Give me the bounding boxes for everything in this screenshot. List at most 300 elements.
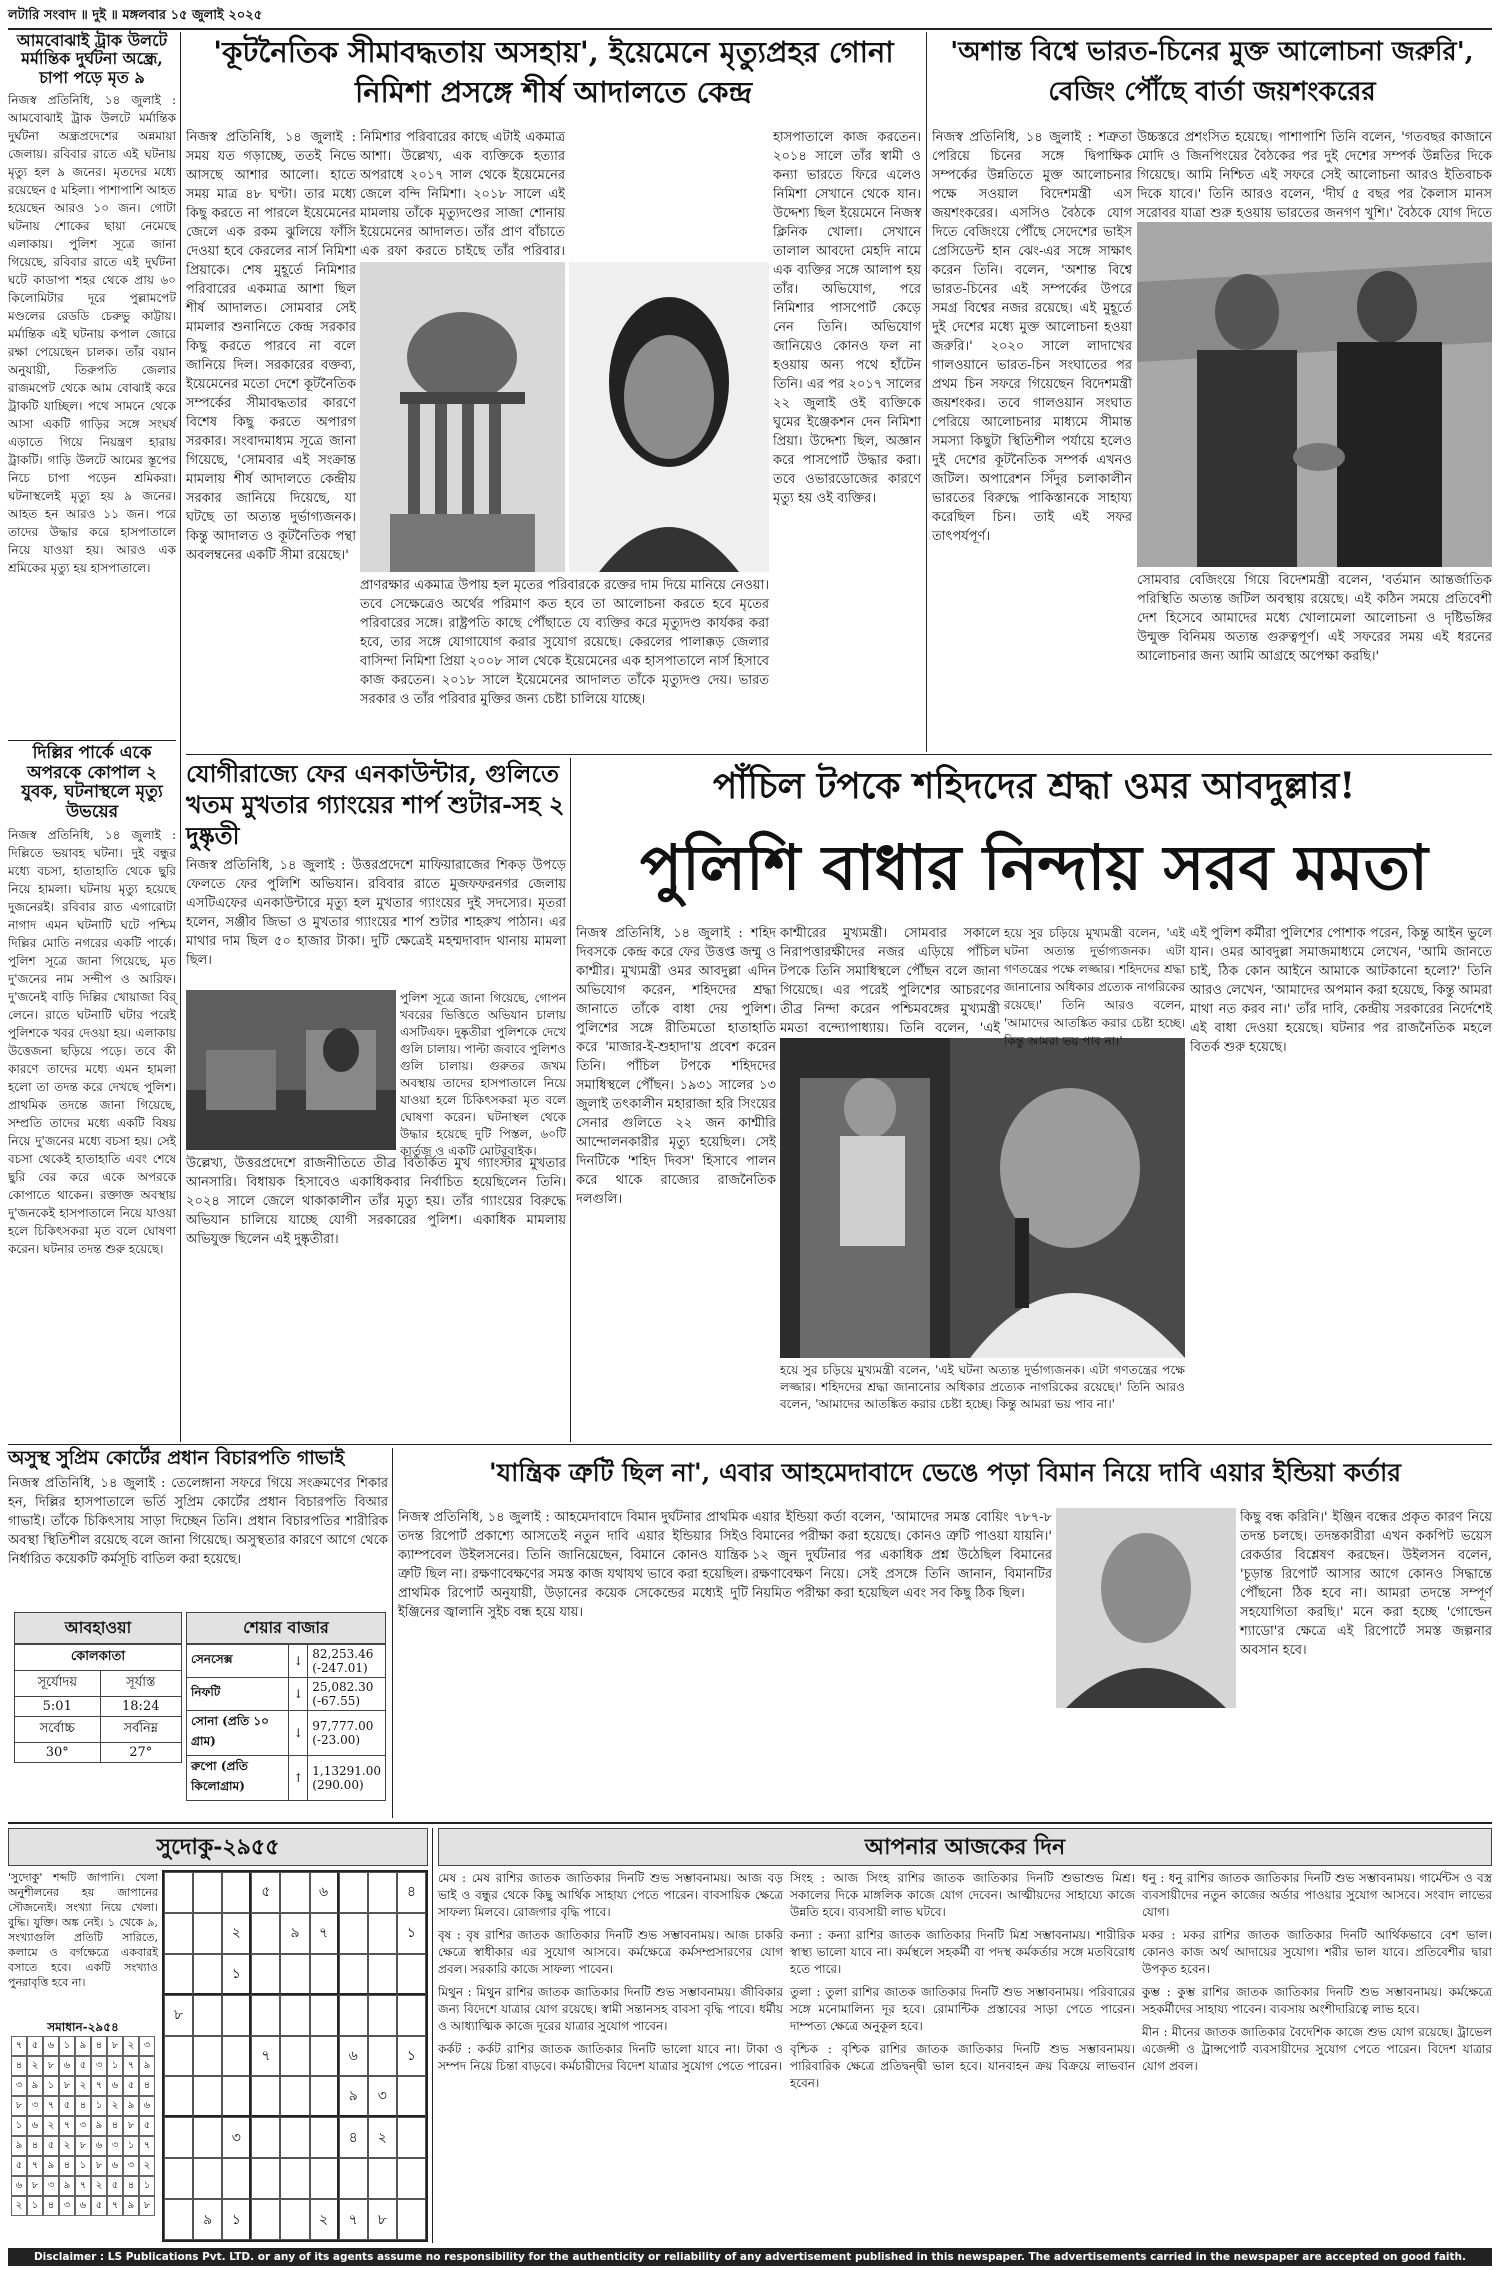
sudoku-solution-cell: ৪ bbox=[59, 2156, 75, 2176]
market-row bbox=[187, 1711, 386, 1756]
horoscope-sagittarius: ধনু : ধনু রাশির জাতক জাতিকার দিনটি শুভ সম্ভাবনাময়। গার্মেন্টস ও বস্ত্র ব্যবসায়ীদের নতুন কাজের অর্ডার পাওয়ার সুযোগ আসবে। সংবাদ লাভের যোগ। bbox=[1142, 1871, 1492, 1919]
omar-text-4: এই পুলিশ কর্মীরা পুলিশের পোশাক পরেন, কিন্তু আইন ভুলে যান। ওমর আবদুল্লা সমাজমাধ্যমে লেখেন, 'আমি জানতে চাই, ঠিক কোন আইনে আমাকে আটকানো হলো?' তিনি আরও লেখেন, 'আমাদের অপমান করা হয়েছে, কিন্তু আমরা মাথা নত করব না।' তাঁর দাবি, কেন্দ্রীয় সরকারের নির্দেশেই এই বাধা দেওয়া হয়েছে। ঘটনার পর রাজনৈতিক মহলে বিতর্ক শুরু হয়েছে। bbox=[1190, 926, 1492, 1055]
up-encounter-headline-box bbox=[186, 758, 566, 854]
sudoku-cell: ৩ bbox=[222, 2117, 251, 2158]
weather-title: আবহাওয়া bbox=[14, 1612, 182, 1644]
sudoku-cell bbox=[397, 2158, 426, 2199]
sudoku-cell bbox=[280, 2076, 309, 2117]
sudoku-cell bbox=[368, 2036, 397, 2077]
delhi-park-headline: দিল্লির পার্কে একে অপরকে কোপাল ২ যুবক, ঘটনাস্থলে মৃত্যু উভয়ের bbox=[21, 743, 163, 822]
market-name: রুপো (প্রতি কিলোগ্রাম) bbox=[187, 1756, 289, 1801]
sudoku-cell: ১ bbox=[397, 2036, 426, 2077]
sudoku-cell bbox=[164, 2036, 193, 2077]
bottom-section-rule bbox=[8, 1822, 1492, 1824]
sudoku-cell bbox=[251, 2199, 280, 2240]
shahrukh-pathan-photo bbox=[186, 990, 396, 1150]
omar-kicker-box bbox=[576, 758, 1492, 818]
sudoku-cell: ৬ bbox=[310, 1872, 339, 1913]
sudoku-cell bbox=[164, 2199, 193, 2240]
sudoku-solution-cell: ৪ bbox=[75, 2096, 91, 2116]
mango-truck-headline: আমবোঝাই ট্রাক উলটে মর্মান্তিক দুর্ঘটনা অন্ধ্রে, চাপা পড়ে মৃত ৯ bbox=[16, 31, 168, 87]
min-temp-label: সর্বনিম্ন bbox=[100, 1717, 182, 1743]
mid-horizontal-rule bbox=[186, 754, 1492, 755]
sudoku-cell bbox=[280, 2117, 309, 2158]
market-value-cell bbox=[308, 1711, 386, 1756]
mango-truck-story bbox=[8, 32, 176, 737]
sudoku-cell: ৮ bbox=[164, 1995, 193, 2036]
jaishankar-handshake-photo bbox=[1137, 222, 1492, 567]
sudoku-solution-cell: ৯ bbox=[139, 2056, 155, 2076]
horoscope-aquarius: কুম্ভ : কুম্ভ রাশির জাতক জাতিকার দিনটি শুভ সম্ভাবনাময়। কর্মক্ষেত্রে সহকর্মীদের সাহায্য পাবেন। ব্যবসায় অংশীদারিত্বে লাভ হবে। bbox=[1142, 1985, 1492, 2016]
nimisha-text-2: নিমিশার পরিবারের কাছে এটাই একমাত্র আশা। উল্লেখ্য, এক ব্যক্তিকে হত্যার অপরাধে ২০১৭ সাল থেকে ইয়েমেনের জেলে বন্দি নিমিশা। ২০১৮ সালে এই মামলায় তাঁকে মৃত্যুদণ্ডের সাজা শোনায় ইয়েমেনের আদালত। তাঁর প্রাণ বাঁচাতে এক রফা করতে চাইছে তাঁর পরিবার। bbox=[360, 130, 565, 259]
weather-city: কোলকাতা bbox=[15, 1645, 182, 1671]
sudoku-solution-cell: ৬ bbox=[107, 2076, 123, 2096]
sudoku-solution-cell: ৯ bbox=[43, 2156, 59, 2176]
sudoku-title: সুদোকু-২৯৫৫ bbox=[8, 1828, 428, 1866]
jaishankar-body-col1 bbox=[932, 128, 1132, 748]
sudoku-solution-cell: ২ bbox=[11, 2196, 27, 2216]
up-encounter-text-1: নিজস্ব প্রতিনিধি, ১৪ জুলাই : উত্তরপ্রদেশে মাফিয়ারাজের শিকড় উপড়ে ফেলতে ফের পুলিশি অভিযান। রবিবার রাতে মুজফফরনগর জেলায় এসটিএফের এনকাউন্টারে মৃত্যু হল মুখতার গ্যাংয়ের দুই সদস্যের। মৃতরা হলেন, সঞ্জীব জিভা ও মুখতার গ্যাংয়ের শার্প শুটার শাহরুখ পাঠান। এর মাথার দাম ছিল ৫০ হাজার টাকা। দুটি ক্ষেত্রেই মহম্মদাবাদ থানায় মামলা ছিল। bbox=[186, 858, 566, 968]
sudoku-cell bbox=[251, 2117, 280, 2158]
sudoku-cell bbox=[193, 2036, 222, 2077]
sudoku-cell bbox=[339, 1913, 368, 1954]
delhi-park-body: নিজস্ব প্রতিনিধি, ১৪ জুলাই : দিল্লিতে ভয়াবহ ঘটনা। দুই বন্ধুর মধ্যে বচসা, হাতাহাতি থেকে ছুরি নিয়ে হামলা। ঘটনায় মৃত্যু হয়েছে দুজনেরই। রবিবার রাত এগারোটা নাগাদ এমন ঘটনাটি ঘটে পশ্চিম দিল্লির মোতি নগরের একটি পার্কে। পুলিশ সূত্রে জানা গিয়েছে, মৃত দু'জনের নাম সন্দীপ ও আরিফ। দু'জনেই বাড়ি দিল্লির খোয়াজা বির্‌ লেনে। রাতে ঘটনাটি ঘটার পরেই পুলিশকে খবর দেওয়া হয়। এলাকায় উত্তেজনা ছড়িয়ে পড়ে। তবে কী কারণে তাদের মধ্যে এমন হামলা হলো তা তদন্ত করে দেখছে পুলিশ। প্রাথমিক তদন্তে জানা গিয়েছে, সম্প্রতি তাদের মধ্যে একটি বিষয় নিয়ে দু'জনের মধ্যে বচসা হয়। সেই বচসা থেকেই হাতাহাতি এবং শেষে ছুরি বের করে একে অপরকে কোপাতে থাকেন। রক্তাক্ত অবস্থায় দু'জনকেই হাসপাতালে নিয়ে যাওয়া হলে চিকিৎসকরা মৃত বলে ঘোষণা করেন। ঘটনার তদন্ত শুরু হয়েছে। bbox=[8, 828, 176, 1257]
sudoku-board bbox=[162, 1870, 428, 2242]
sudoku-solution-cell: ৬ bbox=[107, 2156, 123, 2176]
market-change: (-67.55) bbox=[312, 1694, 361, 1708]
sudoku-cell: ৯ bbox=[280, 1913, 309, 1954]
sudoku-cell bbox=[251, 1995, 280, 2036]
sudoku-solution-cell: ৭ bbox=[75, 2176, 91, 2196]
sudoku-solution-cell: ৪ bbox=[91, 2036, 107, 2056]
sudoku-cell bbox=[368, 1913, 397, 1954]
sudoku-solution-cell: ৭ bbox=[139, 2136, 155, 2156]
sudoku-solution-box bbox=[8, 2018, 158, 2243]
sudoku-cell bbox=[280, 1995, 309, 2036]
omar-body-col2 bbox=[780, 924, 1000, 1034]
sudoku-solution-cell: ৬ bbox=[11, 2176, 27, 2196]
sudoku-instructions-text: 'সুদোকু' শব্দটি জাপানি। খেলা অনুশীলনের হয় জাপানের সৌজন্যেই। সংখ্যা নিয়ে খেলা। বুদ্ধি। যুক্তি। অঙ্ক নেই। ১ থেকে ৯, সংখ্যাগুলি প্রতিটি সারিতে, কলামে ও বর্গক্ষেত্রে একবারই বসাতে হবে। একটি সংখ্যাও পুনরাবৃত্তি হবে না। bbox=[8, 1871, 158, 1989]
sudoku-cell bbox=[397, 1995, 426, 2036]
omar-text-3: হয়ে সুর চড়িয়ে মুখ্যমন্ত্রী বলেন, 'এই ঘটনা অত্যন্ত দুর্ভাগ্যজনক। এটা গণতন্ত্রের পক্ষে লজ্জার। শহিদদের শ্রদ্ধা জানানোর অধিকার প্রত্যেক নাগরিকের রয়েছে।' তিনি আরও বলেন, 'আমাদের আতঙ্কিত করার চেষ্টা হচ্ছে। কিন্তু আমরা ভয় পাব না।' bbox=[780, 1363, 1185, 1411]
max-temp-label: সর্বোচ্চ bbox=[15, 1717, 101, 1743]
cji-story bbox=[8, 1448, 388, 1608]
sudoku-solution-cell: ৫ bbox=[59, 2096, 75, 2116]
sudoku-solution-cell: ৫ bbox=[123, 2076, 139, 2096]
omar-body-col3 bbox=[1004, 924, 1185, 1048]
jaishankar-headline: 'অশান্ত বিশ্বে ভারত-চিনের মুক্ত আলোচনা জরুরি', বেজিং পৌঁছে বার্তা জয়শংকরের bbox=[950, 37, 1474, 107]
sudoku-cell bbox=[339, 1872, 368, 1913]
sudoku-solution-cell: ২ bbox=[107, 2096, 123, 2116]
sudoku-cell: ৪ bbox=[339, 2117, 368, 2158]
sudoku-solution-cell: ৩ bbox=[139, 2036, 155, 2056]
sudoku-solution-cell: ৩ bbox=[91, 2056, 107, 2076]
sudoku-cell: ৪ bbox=[397, 1872, 426, 1913]
sudoku-cell bbox=[193, 2158, 222, 2199]
sudoku-solution-cell: ৩ bbox=[75, 2116, 91, 2136]
sudoku-cell bbox=[222, 2158, 251, 2199]
sudoku-cell bbox=[193, 2117, 222, 2158]
sudoku-solution-cell: ৯ bbox=[75, 2036, 91, 2056]
air-india-text-2: এয়ার ইন্ডিয়া কর্তা বলেন, 'আমাদের সমস্ত বোয়িং ৭৮৭-৮ বিমানের পরীক্ষা করা হয়েছে। কোনও ত্রুটি পাওয়া যায়নি।' ১২ জুন দুর্ঘটনার পর একাধিক প্রশ্ন উঠেছিল বিমানের রক্ষণাবেক্ষণ নিয়ে। সেই প্রসঙ্গে তিনি জানান, বিমানটির নিয়মিত পরীক্ষা করা হয়েছিল এবং সব কিছু ঠিক ছিল। bbox=[752, 1510, 1052, 1601]
air-india-body-col3 bbox=[1240, 1508, 1492, 1814]
sudoku-cell bbox=[397, 2076, 426, 2117]
omar-text-1: নিজস্ব প্রতিনিধি, ১৪ জুলাই : শহিদ দিবসকে কেন্দ্র করে ফের উত্তপ্ত জম্মু ও কাশ্মীর। মুখ্যমন্ত্রী ওমর আবদুল্লা এদিন অভিযোগ করেন, শহিদদের শ্রদ্ধা জানাতে তাঁকে বাধা দেয় পুলিশ। পুলিশের সঙ্গে রীতিমতো হাতাহাতি করে 'মাজার-ই-শুহাদা'য় প্রবেশ করেন তিনি। পাঁচিল টপকে শহিদদের সমাধিস্থলে পৌঁছন। ১৯৩১ সালের ১৩ জুলাই তৎকালীন মহারাজা হরি সিংয়ের সেনার গুলিতে ২২ জন কাশ্মীরি আন্দোলনকারীর মৃত্যু হয়েছিল। সেই দিনটিকে 'শহিদ দিবস' হিসাবে পালন করে থাকে রাজ্যের রাজনৈতিক দলগুলি। bbox=[576, 926, 776, 1207]
sudoku-cell bbox=[193, 1913, 222, 1954]
horoscope-capricorn: মকর : মকর রাশির জাতক জাতিকার দিনটি আর্থিকভাবে বেশ ভাল। কোনও কাজ অর্থ আদায়ের সুযোগ। শরীর ভাল যাবে। প্রতিবেশীর দ্বারা উপকৃত হবেন। bbox=[1142, 1928, 1492, 1976]
market-change: (-23.00) bbox=[312, 1733, 361, 1747]
sudoku-horoscope-rule bbox=[432, 1828, 433, 2243]
horoscope-leo: সিংহ : আজ সিংহ রাশির জাতক জাতিকার দিনটি শুভাশুভ মিশ্র। সকালের দিকে মাঙ্গলিক কাজে যোগ দেবেন। আত্মীয়দের সাহায্যে কাজে উন্নতি হবে। ব্যবসায়ী লাভ ঘটবে। bbox=[790, 1871, 1135, 1919]
market-value: 1,13291.00 bbox=[312, 1764, 381, 1778]
sudoku-cell bbox=[193, 1995, 222, 2036]
sudoku-solution-cell: ৬ bbox=[59, 2056, 75, 2076]
nimisha-body-bottom bbox=[360, 576, 769, 748]
down-arrow-icon: ↓ bbox=[289, 1711, 308, 1756]
sudoku-solution-cell: ১ bbox=[43, 2076, 59, 2096]
sudoku-cell bbox=[222, 1995, 251, 2036]
sudoku-solution-cell: ৪ bbox=[43, 2196, 59, 2216]
sudoku-solution-cell: ২ bbox=[91, 2176, 107, 2196]
page-header bbox=[8, 4, 1492, 28]
sudoku-cell bbox=[222, 2076, 251, 2117]
air-india-body-col2 bbox=[752, 1508, 1052, 1814]
sudoku-solution-cell: ৪ bbox=[11, 2056, 27, 2076]
horoscope-section bbox=[438, 1828, 1492, 1866]
sudoku-cell: ৯ bbox=[193, 2199, 222, 2240]
sudoku-cell: ২ bbox=[222, 1913, 251, 1954]
nimisha-body-col3 bbox=[773, 128, 921, 748]
nimisha-headline: 'কূটনৈতিক সীমাবদ্ধতায় অসহায়', ইয়েমেনে মৃত্যুপ্রহর গোনা নিমিশা প্রসঙ্গে শীর্ষ আদালতে কেন্দ্র bbox=[213, 35, 894, 109]
sudoku-solution-cell: ৭ bbox=[27, 2156, 43, 2176]
sudoku-cell bbox=[222, 1872, 251, 1913]
sudoku-solution-cell: ১ bbox=[59, 2036, 75, 2056]
sudoku-cell bbox=[310, 2036, 339, 2077]
omar-text-3b: হয়ে সুর চড়িয়ে মুখ্যমন্ত্রী বলেন, 'এই ঘটনা অত্যন্ত দুর্ভাগ্যজনক। এটা গণতন্ত্রের পক্ষে লজ্জার। শহিদদের শ্রদ্ধা জানানোর অধিকার প্রত্যেক নাগরিকের রয়েছে।' তিনি আরও বলেন, 'আমাদের আতঙ্কিত করার চেষ্টা হচ্ছে। কিন্তু আমরা ভয় পাব না।' bbox=[1004, 926, 1185, 1048]
sudoku-cell bbox=[397, 2117, 426, 2158]
top-center-right-rule bbox=[926, 32, 927, 752]
sudoku-cell: ৮ bbox=[368, 2199, 397, 2240]
sudoku-solution-cell: ৮ bbox=[107, 2036, 123, 2056]
sudoku-solution-cell: ৮ bbox=[75, 2136, 91, 2156]
weather-table bbox=[14, 1644, 182, 1763]
sudoku-solution-cell: ৭ bbox=[59, 2116, 75, 2136]
header-dateline: লটারি সংবাদ ॥ দুই ॥ মঙ্গলবার ১৫ জুলাই ২০২৫ bbox=[8, 8, 263, 23]
market-value: 97,777.00 bbox=[312, 1719, 374, 1733]
up-encounter-body-right bbox=[400, 990, 566, 1158]
sudoku-solution-cell: ৬ bbox=[139, 2096, 155, 2116]
sudoku-solution-cell: ২ bbox=[123, 2036, 139, 2056]
market-name: সেনসেক্স bbox=[187, 1645, 289, 1678]
sudoku-solution-cell: ২ bbox=[43, 2116, 59, 2136]
down-arrow-icon: ↓ bbox=[289, 1678, 308, 1711]
market-table bbox=[186, 1644, 386, 1801]
sudoku-solution-cell: ৬ bbox=[91, 2136, 107, 2156]
sudoku-solution-cell: ৭ bbox=[123, 2056, 139, 2076]
sudoku-solution-cell: ৫ bbox=[139, 2116, 155, 2136]
sudoku-cell bbox=[368, 2158, 397, 2199]
sudoku-solution-cell: ৮ bbox=[27, 2176, 43, 2196]
sudoku-solution-cell: ৮ bbox=[91, 2156, 107, 2176]
sudoku-solution-cell: ২ bbox=[59, 2136, 75, 2156]
sudoku-solution-cell: ৯ bbox=[11, 2136, 27, 2156]
market-title: শেয়ার বাজার bbox=[186, 1612, 386, 1644]
sudoku-cell bbox=[310, 2076, 339, 2117]
sudoku-solution-cell: ৯ bbox=[27, 2076, 43, 2096]
sudoku-cell: ১ bbox=[222, 1954, 251, 1995]
market-change: (-247.01) bbox=[312, 1661, 368, 1675]
sudoku-solution-cell: ৫ bbox=[43, 2136, 59, 2156]
up-encounter-text-3: উল্লেখ্য, উত্তরপ্রদেশে রাজনীতিতে তীব্র বিতর্কিত মুখ গ্যাংস্টার মুখতার আনসারি। বিধায়ক হিসাবেও একাধিকবার নির্বাচিত হয়েছিলেন তিনি। ২০২৪ সালে জেলে থাকাকালীন তাঁর মৃত্যু হয়। তাঁর গ্যাংয়ের বিরুদ্ধে অভিযান চালিয়ে যাচ্ছে যোগী সরকারের পুলিশ। একাধিক মামলায় অভিযুক্ত ছিলেন এই দুষ্কৃতীরা। bbox=[186, 1156, 566, 1247]
market-value-cell bbox=[308, 1756, 386, 1801]
sudoku-cell bbox=[310, 2158, 339, 2199]
down-arrow-icon: ↓ bbox=[289, 1645, 308, 1678]
sudoku-cell bbox=[164, 1954, 193, 1995]
sudoku-solution-cell: ৯ bbox=[91, 2116, 107, 2136]
omar-kicker: পাঁচিল টপকে শহিদদের শ্রদ্ধা ওমর আবদুল্লার! bbox=[712, 765, 1356, 807]
jaishankar-headline-box bbox=[932, 32, 1492, 124]
omar-text-2: কাশ্মীরের মুখ্যমন্ত্রী। সোমবার সকালে নিরাপত্তারক্ষীদের নজর এড়িয়ে পাঁচিল টপকে তিনি সমাধিস্থলে পৌঁছন বলে জানা গিয়েছে। এর পরেই পুলিশের আচরণের তীব্র নিন্দা করেন পশ্চিমবঙ্গের মুখ্যমন্ত্রী মমতা বন্দ্যোপাধ্যায়। তিনি বলেন, 'এই bbox=[780, 926, 1000, 1036]
sudoku-cell: ১ bbox=[222, 2199, 251, 2240]
sudoku-cell bbox=[193, 1872, 222, 1913]
sudoku-solution-cell: ৮ bbox=[123, 2116, 139, 2136]
sudoku-cell bbox=[164, 2158, 193, 2199]
sudoku-cell bbox=[164, 1913, 193, 1954]
omar-body-col4 bbox=[1190, 924, 1492, 1438]
delhi-park-story bbox=[8, 744, 176, 1444]
min-temp-value: 27° bbox=[100, 1743, 182, 1763]
lower-left-rule bbox=[392, 1448, 393, 1818]
market-change: (290.00) bbox=[312, 1778, 364, 1792]
sudoku-cell bbox=[280, 2199, 309, 2240]
sudoku-solution-cell: ১ bbox=[107, 2056, 123, 2076]
horoscope-libra: তুলা : তুলা রাশির জাতক জাতিকার দিনটি শুভ সম্ভাবনাময়। পরিবারের সঙ্গে মনোমালিন্য দূর হবে। রোমান্টিক প্রস্তাবের সাড়া পেতে পারেন। দাম্পত্য ক্ষেত্রে অনুকূল হবে। bbox=[790, 1985, 1135, 2033]
air-india-text-1: নিজস্ব প্রতিনিধি, ১৪ জুলাই : আহমেদাবাদে বিমান দুর্ঘটনার প্রাথমিক তদন্ত রিপোর্ট প্রকাশ্যে আসতেই নতুন দাবি এয়ার ইন্ডিয়ার সিইও ক্যাম্পবেল উইলসনের। তিনি জানিয়েছেন, বিমানে কোনও যান্ত্রিক ত্রুটি ছিল না। রক্ষণাবেক্ষণের সমস্ত কাজ যথাযথ ভাবে করা হয়েছিল। প্রাথমিক রিপোর্ট অনুযায়ী, উড়ানের কয়েক সেকেন্ডের মধ্যেই দুটি ইঞ্জিনের জ্বালানি সুইচ বন্ধ হয়ে যায়। bbox=[398, 1510, 748, 1620]
market-row bbox=[187, 1756, 386, 1801]
sudoku-cell bbox=[280, 2158, 309, 2199]
sudoku-solution-cell: ৮ bbox=[139, 2196, 155, 2216]
sudoku-cell bbox=[251, 1913, 280, 1954]
sudoku-solution-cell: ৫ bbox=[11, 2156, 27, 2176]
jaishankar-body-col2 bbox=[1137, 128, 1492, 221]
market-value: 25,082.30 bbox=[312, 1680, 374, 1694]
sudoku-solution-cell: ১ bbox=[75, 2156, 91, 2176]
sudoku-solution-cell: ৬ bbox=[75, 2196, 91, 2216]
sudoku-cell: ২ bbox=[310, 2199, 339, 2240]
sudoku-solution-title: সমাধান-২৯৫৪ bbox=[47, 2020, 119, 2034]
air-india-headline-box bbox=[398, 1448, 1492, 1504]
sudoku-solution-cell: ১ bbox=[11, 2116, 27, 2136]
sudoku-cell bbox=[251, 2158, 280, 2199]
horoscope-taurus: বৃষ : বৃষ রাশির জাতক জাতিকার দিনটি শুভ সম্ভাবনাময়। আজ চাকরি ক্ষেত্রে স্বাধীকার এর সুযোগ আসবে। কর্মক্ষেত্রে কর্মসম্প্রসারণের যোগ প্রবল। সরকারি কাজে সাফল্য পাবেন। bbox=[438, 1928, 783, 1976]
sudoku-solution-cell: ২ bbox=[139, 2156, 155, 2176]
sudoku-cell: ৫ bbox=[251, 1872, 280, 1913]
sudoku-solution-grid bbox=[11, 2036, 158, 2216]
footer-disclaimer-bar bbox=[8, 2248, 1492, 2266]
mamata-headline-box bbox=[576, 820, 1492, 920]
horoscope-title: আপনার আজকের দিন bbox=[438, 1828, 1492, 1866]
lower-horizontal-rule bbox=[8, 1444, 1492, 1445]
sudoku-cell bbox=[397, 1954, 426, 1995]
market-name: সোনা (প্রতি ১০ গ্রাম) bbox=[187, 1711, 289, 1756]
sudoku-cell bbox=[251, 1954, 280, 1995]
max-temp-value: 30° bbox=[15, 1743, 101, 1763]
sudoku-cell: ৩ bbox=[368, 2076, 397, 2117]
jaishankar-text-1: নিজস্ব প্রতিনিধি, ১৪ জুলাই : শত্রুতা পেরিয়ে চিনের সঙ্গে দ্বিপাক্ষিক সম্পর্কের উন্নতিতে মুক্ত আলোচনার পক্ষে সওয়াল বিদেশমন্ত্রী এস জয়শংকরের। এসসিও বৈঠকে যোগ দিতে বেজিংয়ে পৌঁছে সেদেশের ভাইস প্রেসিডেন্ট হান ঝেং-এর সঙ্গে সাক্ষাৎ করেন তিনি। বলেন, 'অশান্ত বিশ্বে ভারত-চিনের এই সম্পর্কের উপরে সমগ্র বিশ্বের নজর রয়েছে। এই মুহূর্তে দুই দেশের মধ্যে মুক্ত আলোচনা হওয়া জরুরি।' ২০২০ সালে লাদাখের গালওয়ানে ভারত-চিন সংঘাতের পর প্রথম চিন সফরে গিয়েছেন বিদেশমন্ত্রী জয়শংকর। তবে গালওয়ান সংঘাত পেরিয়ে আলোচনার মাধ্যমে সীমান্ত সমস্যা কিছুটা স্থিতিশীল পর্যায়ে হলেও দুই দেশের কূটনৈতিক সম্পর্ক এখনও জটিল। অপারেশন সিঁদুর চলাকালীন ভারতের বিরুদ্ধে পাকিস্তানকে সাহায্য করেছিল চিন। তাই এই সফর তাৎপর্যপূর্ণ। bbox=[932, 130, 1132, 544]
sudoku-solution-cell: ২ bbox=[27, 2056, 43, 2076]
sudoku-cell bbox=[251, 2076, 280, 2117]
nimisha-headline-box bbox=[186, 32, 921, 124]
mid-left-rule bbox=[570, 758, 571, 1442]
sudoku-cell bbox=[339, 1954, 368, 1995]
up-encounter-body-bottom bbox=[186, 1154, 566, 1438]
sunrise-value: 5:01 bbox=[15, 1697, 101, 1717]
sudoku-solution-cell: ৩ bbox=[59, 2196, 75, 2216]
sudoku-solution-cell: ৩ bbox=[123, 2156, 139, 2176]
nimisha-portrait bbox=[569, 262, 769, 572]
sudoku-solution-cell: ৯ bbox=[59, 2176, 75, 2196]
sudoku-solution-cell: ৫ bbox=[75, 2056, 91, 2076]
market-value-cell bbox=[308, 1645, 386, 1678]
air-india-text-3: কিছু বন্ধ করিনি।' ইঞ্জিন বন্ধের প্রকৃত কারণ নিয়ে তদন্ত চলছে। তদন্তকারীরা এখন ককপিট ভয়েস রেকর্ডার বিশ্লেষণ করছেন। উইলসন বলেন, 'চূড়ান্ত রিপোর্ট আসার আগে কোনও সিদ্ধান্তে পৌঁছনো ঠিক হবে না। আমরা তদন্তে সম্পূর্ণ সহযোগিতা করছি।' মনে করা হচ্ছে 'গোল্ডেন শ্যাডো'র ক্ষেত্রে এই রিপোর্টে সমস্ত জল্পনার অবসান হবে। bbox=[1240, 1510, 1492, 1658]
sudoku-cell: ১ bbox=[397, 1913, 426, 1954]
sudoku-solution-cell: ৪ bbox=[139, 2076, 155, 2096]
sudoku-solution-cell: ৭ bbox=[43, 2096, 59, 2116]
sudoku-solution-cell: ৪ bbox=[27, 2136, 43, 2156]
sudoku-solution-cell: ৮ bbox=[11, 2096, 27, 2116]
sudoku-solution-cell: ৩ bbox=[27, 2096, 43, 2116]
sudoku-grid bbox=[164, 1872, 426, 2240]
sudoku-solution-cell: ৩ bbox=[43, 2176, 59, 2196]
jaishankar-text-2: উচ্চস্তরে প্রশংসিত হয়েছে। পাশাপাশি তিনি বলেন, 'গতবছর কাজানে মোদি ও জিনপিংয়ের বৈঠকের পর দুই দেশের সম্পর্ক উন্নতির দিকে গিয়েছে। আমি নিশ্চিত এই সফরে সেই আলোচনা আরও ইতিবাচক দিকে যাবে।' তিনি আরও বলেন, 'দীর্ঘ ৫ বছর পর কৈলাস মানস সরোবর যাত্রা শুরু হওয়ায় ভারতের জনগণ খুশি।' বৈঠকে যোগ দিতে bbox=[1137, 130, 1492, 221]
sunrise-label: সূর্যোদয় bbox=[15, 1671, 101, 1697]
sudoku-cell bbox=[310, 1995, 339, 2036]
air-india-headline: 'যান্ত্রিক ত্রুটি ছিল না', এবার আহমেদাবাদে ভেঙে পড়া বিমান নিয়ে দাবি এয়ার ইন্ডিয়া কর্তার bbox=[489, 1458, 1401, 1487]
col-a-divider-1 bbox=[8, 740, 176, 741]
up-encounter-headline: যোগীরাজ্যে ফের এনকাউন্টার, গুলিতে খতম মুখতার গ্যাংয়ের শার্প শুটার-সহ ২ দুষ্কৃতী bbox=[186, 759, 565, 850]
sudoku-cell bbox=[164, 1872, 193, 1913]
up-encounter-text-2: পুলিশ সূত্রে জানা গিয়েছে, গোপন খবরের ভিত্তিতে অভিযান চালায় এসটিএফ। দুষ্কৃতীরা পুলিশকে দেখে গুলি চালায়। পাল্টা জবাবে পুলিশও গুলি চালায়। গুরুতর জখম অবস্থায় তাদের হাসপাতালে নিয়ে যাওয়া হলে চিকিৎসকরা মৃত বলে ঘোষণা করেন। ঘটনাস্থল থেকে উদ্ধার হয়েছে দুটি পিস্তল, ৬০টি কার্তুজ ও একটি মোটরবাইক। bbox=[400, 991, 566, 1158]
campbell-wilson-photo bbox=[1056, 1508, 1236, 1708]
weather-box bbox=[14, 1612, 182, 1812]
sudoku-cell bbox=[310, 1954, 339, 1995]
sunset-value: 18:24 bbox=[100, 1697, 182, 1717]
nimisha-body-col2 bbox=[360, 128, 565, 258]
sudoku-solution-cell: ৮ bbox=[43, 2056, 59, 2076]
nimisha-text-1: নিজস্ব প্রতিনিধি, ১৪ জুলাই : সময় যত গড়াচ্ছে, ততই নিভে আসছে আশার আলো। হাতে সময় মাত্র ৪৮ ঘণ্টা। তার মধ্যে কিছু করতে না পারলে ইয়েমেনের জেলে এক রকম ঝুলিয়ে ফাঁসি দেওয়া হবে কেরলের নার্স নিমিশা প্রিয়াকে। শেষ মুহূর্তে নিমিশার পরিবারের একমাত্র আশা ছিল শীর্ষ আদালত। সোমবার সেই মামলার শুনানিতে কেন্দ্র সরকার কিছু করতে পারবে না বলে জানিয়ে দিল। সরকারের বক্তব্য, ইয়েমেনের মতো দেশে কূটনৈতিক সম্পর্কের সীমাবদ্ধতার কারণে বিশেষ কিছু করতে অপারগ সরকার। সংবাদমাধ্যম সূত্রে জানা গিয়েছে, 'সোমবার এই সংক্রান্ত মামলায় শীর্ষ আদালতে কেন্দ্রীয় সরকার জানিয়ে দিয়েছে, যা ঘটছে তা অত্যন্ত দুর্ভাগ্যজনক। কিন্তু আদালত ও কূটনৈতিক পন্থা অবলম্বনের একটি সীমা রয়েছে।' bbox=[186, 130, 356, 563]
sudoku-cell: ৭ bbox=[339, 2199, 368, 2240]
air-india-body-col1 bbox=[398, 1508, 748, 1814]
market-value: 82,253.46 bbox=[312, 1647, 374, 1661]
sudoku-cell: ৭ bbox=[251, 2036, 280, 2077]
horoscope-aries: মেষ : মেষ রাশির জাতক জাতিকার দিনটি শুভ সম্ভাবনাময়। আজ বড় ভাই ও বন্ধুর থেকে কিছু আর্থিক সাহায্য পেতে পারেন। বাবসায়িক ক্ষেত্রে সাফল্য মিলবে। রোজগার বৃদ্ধি পাবে। bbox=[438, 1871, 783, 1919]
horoscope-cancer: কর্কট : কর্কট রাশির জাতক জাতিকার দিনটি ভালো যাবে না। টাকা ও সম্পদ নিয়ে চিন্তা বাড়বে। কর্মচারীদের বিদেশ যাত্রার সুযোগ পেতে পারেন। bbox=[438, 2042, 783, 2073]
sudoku-solution-cell: ১ bbox=[123, 2136, 139, 2156]
supreme-court-photo bbox=[360, 262, 565, 572]
cji-headline: অসুস্থ সুপ্রিম কোর্টের প্রধান বিচারপতি গাভাই bbox=[8, 1447, 345, 1469]
omar-photo-caption bbox=[780, 1362, 1185, 1438]
horoscope-pisces: মীন : মীনের জাতক জাতিকার বৈদেশিক কাজে শুভ যোগ রয়েছে। ট্রাভেল এজেন্সী ও ট্রান্সপোর্ট ব্যবসায়ীদের সুযোগ পেতে পারেন। বিদেশ যাত্রার যোগ প্রবল। bbox=[1142, 2025, 1492, 2073]
sudoku-solution-cell: ৪ bbox=[123, 2176, 139, 2196]
sudoku-solution-cell: ৫ bbox=[27, 2036, 43, 2056]
sudoku-cell bbox=[368, 1872, 397, 1913]
sudoku-solution-cell: ৩ bbox=[107, 2136, 123, 2156]
horoscope-gemini: মিথুন : মিথুন রাশির জাতক জাতিকার দিনটি শুভ সম্ভাবনাময়। জীবিকার জন্য বিদেশে যাত্রার যোগ রয়েছে। স্বামী সন্তানসহ বাবসা বৃদ্ধি পাবে। ধর্মীয় ও আধ্যাত্মিক কাজে দূরের যাত্রার সুযোগ পাবেন। bbox=[438, 1985, 783, 2033]
nimisha-text-4: প্রাণরক্ষার একমাত্র উপায় হল মৃতের পরিবারকে রক্তের দাম দিয়ে মানিয়ে নেওয়া। তবে সেক্ষেত্রেও অর্থের পরিমাণ কত হবে তা আলোচনা করতে হবে মৃতের পরিবারের সঙ্গে। রাষ্ট্রপতি কাছে পৌঁছাতে যে ব্যক্তির করে মৃত্যুদণ্ড কার্যকর করা হবে, তার সঙ্গে যোগাযোগ করার সুযোগ রয়েছে। কেরলের পালাক্কড় জেলার বাসিন্দা নিমিশা প্রিয়া ২০০৮ সাল থেকে ইয়েমেনের এক হাসপাতালে নার্স হিসাবে কাজ করতেন। ২০১৮ সালে ইয়েমেনের আদালত তাঁকে মৃত্যুদণ্ড দেয়। ভারত সরকার ও তাঁর পরিবার মুক্তির জন্য চেষ্টা চালিয়ে যাচ্ছে। bbox=[360, 578, 769, 707]
sudoku-cell bbox=[280, 1872, 309, 1913]
sudoku-cell bbox=[164, 2117, 193, 2158]
omar-body-col1 bbox=[576, 924, 776, 1438]
sudoku-cell bbox=[397, 2199, 426, 2240]
nimisha-text-3: হাসপাতালে কাজ করতেন। ২০১৪ সালে তাঁর স্বামী ও কন্যা ভারতে ফিরে এলেও নিমিশা সেখানে থেকে যান। উদ্দেশ্য ছিল ইয়েমেনে নিজস্ব ক্লিনিক খোলা। সেখানে তালাল আবদো মেহদি নামে এক ব্যক্তির সঙ্গে আলাপ হয় তাঁর। অভিযোগ, পরে নিমিশার পাসপোর্ট কেড়ে নেন তিনি। অভিযোগ জানিয়েও কোনও ফল না হওয়ায় অন্য পথে হাঁটেন তিনি। এর পর ২০১৭ সালের ২২ জুলাই ওই ব্যক্তিকে ঘুমের ইঞ্জেকশন দেন নিমিশা প্রিয়া। উদ্দেশ্য ছিল, অজ্ঞান করে পাসপোর্ট উদ্ধার করা। তবে ওভারডোজের কারণে মৃত্যু হয় ওই ব্যক্তির। bbox=[773, 130, 921, 506]
sunset-label: সূর্যাস্ত bbox=[100, 1671, 182, 1697]
sudoku-cell: ২ bbox=[368, 2117, 397, 2158]
sudoku-cell bbox=[310, 2117, 339, 2158]
sudoku-solution-cell: ২ bbox=[75, 2076, 91, 2096]
sudoku-solution-cell: ১ bbox=[91, 2096, 107, 2116]
sudoku-solution-cell: ৭ bbox=[107, 2196, 123, 2216]
market-box bbox=[186, 1612, 386, 1812]
col-a-vertical-rule bbox=[180, 32, 181, 1442]
sudoku-cell bbox=[280, 1954, 309, 1995]
sudoku-solution-cell: ৯ bbox=[123, 2196, 139, 2216]
market-row bbox=[187, 1678, 386, 1711]
sudoku-solution-cell: ৫ bbox=[107, 2176, 123, 2196]
sudoku-cell bbox=[339, 2158, 368, 2199]
sudoku-solution-cell: ১ bbox=[27, 2196, 43, 2216]
sudoku-cell bbox=[368, 1995, 397, 2036]
mamata-headline: পুলিশি বাধার নিন্দায় সরব মমতা bbox=[639, 831, 1428, 904]
sudoku-solution-cell: ৬ bbox=[27, 2116, 43, 2136]
sudoku-solution-cell: ৭ bbox=[91, 2076, 107, 2096]
sudoku-cell bbox=[193, 1954, 222, 1995]
sudoku-solution-cell: ৭ bbox=[11, 2036, 27, 2056]
cji-body: নিজস্ব প্রতিনিধি, ১৪ জুলাই : তেলেঙ্গানা সফরে গিয়ে সংক্রমণের শিকার হন, দিল্লির হাসপাতালে ভর্তি সুপ্রিম কোর্টের প্রধান বিচারপতি বিআর গাভাই। তাঁকে চিকিৎসায় সাড়া দিচ্ছেন তিনি। প্রধান বিচারপতির শারীরিক অবস্থা স্থিতিশীল রয়েছে বলে জানা গিয়েছে। অসুস্থতার কারণে আগে থেকে নির্ধারিত কয়েকটি কর্মসূচি বাতিল করা হয়েছে। bbox=[8, 1475, 388, 1567]
sudoku-solution-cell: ৯ bbox=[123, 2096, 139, 2116]
sudoku-cell bbox=[368, 1954, 397, 1995]
sudoku-cell: ৬ bbox=[339, 2036, 368, 2077]
mango-truck-body: নিজস্ব প্রতিনিধি, ১৪ জুলাই : আমবোঝাই ট্রাক উলটে মর্মান্তিক দুর্ঘটনা অন্ধ্রপ্রদেশের অন্নমায়া জেলায়। রবিবার রাতে এই ঘটনায় মৃত্যু হল ৯ জনের। মৃতদের মধ্যে রয়েছেন ৫ মহিলা। পাশাপাশি আহত হয়েছেন আরও ১০ জন। গোটা ঘটনায় শোকের ছায়া নেমেছে এলাকায়। পুলিশ সূত্রে জানা গিয়েছে, রবিবার রাতে এই দুর্ঘটনা ঘটে কাডাপা শহর থেকে প্রায় ৬০ কিলোমিটার দূরে পুল্লামপেট মণ্ডলের রেডডি চেরুভু কাট্টায়। মর্মান্তিক এই ঘটনায় কপাল জোরে রক্ষা পেয়েছেন চালক। তাঁর বয়ান অনুযায়ী, তিরুপতি জেলার রাজমপেট থেকে আম বোঝাই করে ট্রাকটি যাচ্ছিল। পথে সামনে থেকে আসা একটি গাড়ির সঙ্গে সংঘর্ষ এড়াতে গিয়ে নিয়ন্ত্রণ হারায় ট্রাকটি। গাড়ি উলটে আমের স্তূপের নিচে চাপা পড়েন শ্রমিকরা। ঘটনাস্থলেই মৃত্যু হয় ৯ জনের। আহত হন আরও ১১ জন। পরে তাদের উদ্ধার করে হাসপাতালে নিয়ে যাওয়া হয়। আরও এক শ্রমিকের মৃত্যু হয় হাসপাতালে। bbox=[8, 93, 176, 576]
market-row bbox=[187, 1645, 386, 1678]
omar-wall-mamata-photo bbox=[780, 1038, 1185, 1358]
sudoku-cell bbox=[280, 2036, 309, 2077]
market-name: নিফটি bbox=[187, 1678, 289, 1711]
jaishankar-quote bbox=[1137, 571, 1492, 751]
market-value-cell bbox=[308, 1678, 386, 1711]
sudoku-solution-cell: ৩ bbox=[11, 2076, 27, 2096]
horoscope-col-3 bbox=[1142, 1870, 1492, 2242]
nimisha-body-col1 bbox=[186, 128, 356, 748]
jaishankar-text-3: সোমবার বেজিংয়ে গিয়ে বিদেশমন্ত্রী বলেন, 'বর্তমান আন্তর্জাতিক পরিস্থিতি অত্যন্ত জটিল অবস্থায় রয়েছে। এই কঠিন সময়ে প্রতিবেশী দেশ হিসেবে আমাদের মধ্যে খোলামেলা আলোচনা ও দৃষ্টিভঙ্গির উন্মুক্ত বিনিময় অত্যন্ত গুরুত্বপূর্ণ। এই সফরের সময় এই ধরনের আলোচনার জন্য আমি আগ্রহে অপেক্ষা করছি।' bbox=[1137, 573, 1492, 664]
header-rule bbox=[8, 28, 1492, 30]
footer-disclaimer: Disclaimer : LS Publications Pvt. LTD. or any of its agents assume no responsibility for the authenticity or reliability of any advertisement published in this newspaper. The advertisements carried in the newspaper are accepted on good faith. bbox=[33, 2251, 1467, 2263]
sudoku-solution-cell: ৫ bbox=[91, 2196, 107, 2216]
horoscope-virgo: কন্যা : কন্যা রাশির জাতক জাতিকার দিনটি মিশ্র সম্ভাবনাময়। শারীরিক স্বাস্থ্য ভালো যাবে না। কর্মস্থলে সহকর্মী বা পদস্থ কর্মকর্তার সঙ্গে মতবিরোধ হতে পারে। bbox=[790, 1928, 1135, 1976]
sudoku-cell bbox=[193, 2076, 222, 2117]
sudoku-cell: ৯ bbox=[339, 2076, 368, 2117]
horoscope-col-1 bbox=[438, 1870, 783, 2242]
sudoku-instructions bbox=[8, 1870, 158, 2015]
sudoku-cell bbox=[164, 2076, 193, 2117]
up-arrow-icon: ↑ bbox=[289, 1756, 308, 1801]
sudoku-solution-cell: ৪ bbox=[107, 2116, 123, 2136]
sudoku-cell bbox=[339, 1995, 368, 2036]
sudoku-solution-cell: ১ bbox=[139, 2176, 155, 2196]
sudoku-cell bbox=[222, 2036, 251, 2077]
horoscope-col-2 bbox=[790, 1870, 1135, 2242]
sudoku-cell: ৭ bbox=[310, 1913, 339, 1954]
sudoku-solution-cell: ৬ bbox=[43, 2036, 59, 2056]
